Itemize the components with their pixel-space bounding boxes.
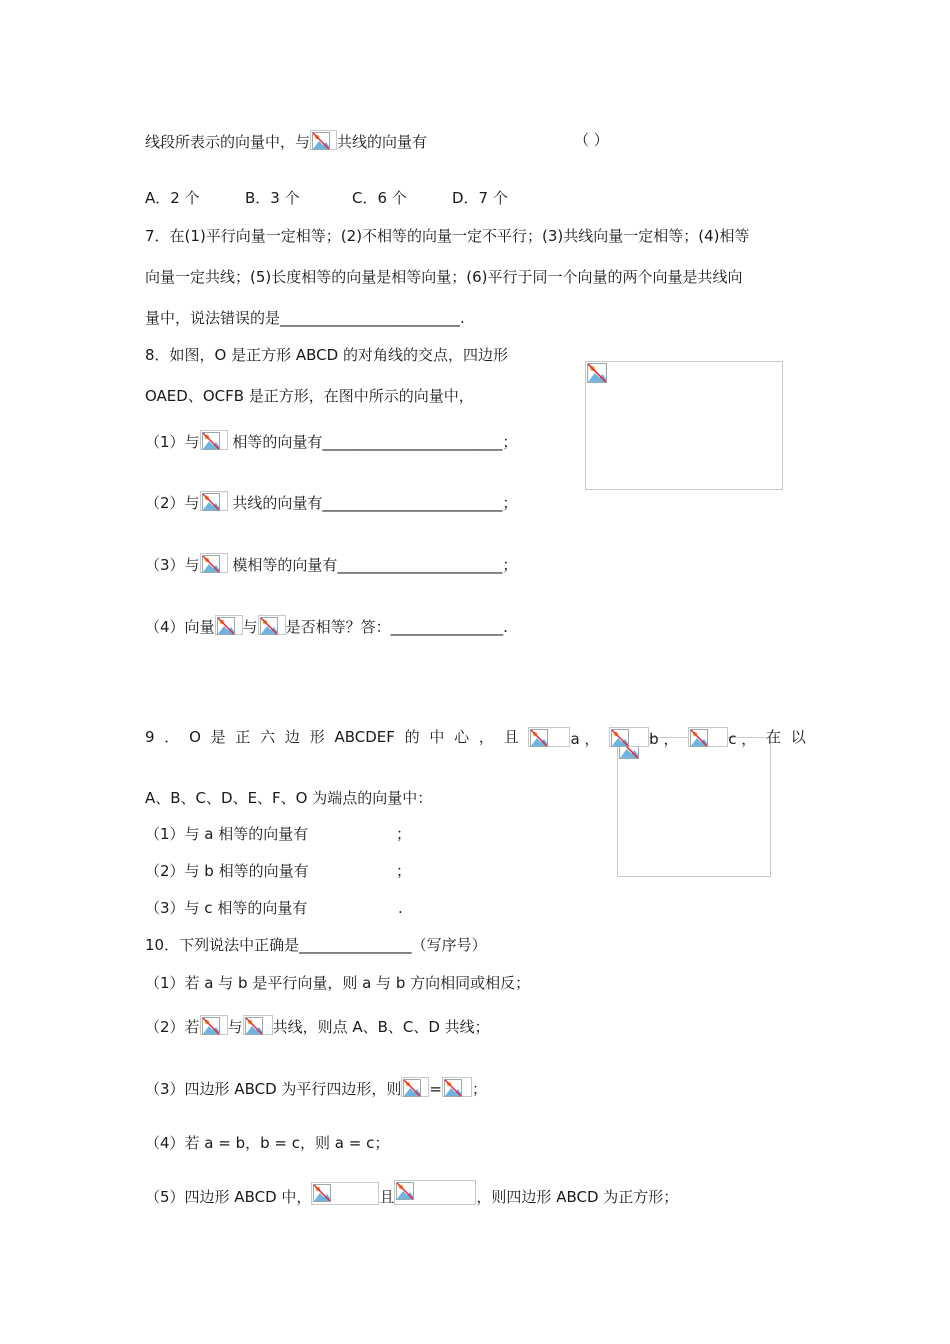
- q9-word: 是: [210, 728, 226, 746]
- vector-image: [394, 1180, 476, 1205]
- q9-item-3-end: .: [398, 899, 403, 917]
- q8-item-3-pre: （3）与: [145, 556, 200, 574]
- q9-figure-image: [617, 737, 771, 877]
- q9-vector-b: [609, 727, 678, 749]
- q6-option-d: D．7 个: [452, 189, 508, 207]
- q9-item-2: （2）与 b 相等的向量有: [145, 862, 309, 880]
- q7-line-3: 量中，说法错误的是________________________.: [145, 309, 465, 327]
- q9-word: 且: [503, 728, 519, 746]
- q9-word: 的: [404, 728, 420, 746]
- vector-image: [311, 1182, 379, 1205]
- q6-answer-paren: （ ）: [574, 131, 609, 149]
- q9-line-1: [145, 727, 806, 749]
- vector-image: [528, 727, 570, 747]
- q10-s2-pre: （2）若: [145, 1018, 200, 1036]
- q8-item-1-pre: （1）与: [145, 433, 200, 451]
- q7-line-2: 向量一定共线；(5)长度相等的向量是相等向量；(6)平行于同一个向量的两个向量是共线向: [145, 268, 743, 286]
- vector-image: [258, 615, 286, 635]
- q9-word: ABCDEF: [334, 728, 395, 746]
- q9-word: O: [189, 728, 201, 746]
- q10-s3-post: ；: [471, 1080, 487, 1098]
- q10-s2-post: 共线，则点 A、B、C、D 共线；: [272, 1018, 490, 1036]
- q10-s5-pre: （5）四边形 ABCD 中，: [145, 1188, 312, 1206]
- vector-image: [442, 1077, 472, 1097]
- vector-image: [243, 1015, 273, 1035]
- q8-item-2-pre: （2）与: [145, 494, 200, 512]
- q8-item-4: [145, 615, 508, 637]
- q10-s5-post: ，则四边形 ABCD 为正方形；: [476, 1188, 679, 1206]
- q9-word: 9: [145, 728, 155, 746]
- q8-item-1: [145, 430, 517, 452]
- q10-statement-4: （4）若 a = b，b = c，则 a = c；: [145, 1134, 390, 1152]
- q9-word: 心: [454, 728, 470, 746]
- q10-statement-2: [145, 1015, 490, 1037]
- q9-word: 六: [260, 728, 276, 746]
- q7-line-1: 7．在(1)平行向量一定相等；(2)不相等的向量一定不平行；(3)共线向量一定相等；(4)相等: [145, 227, 750, 245]
- vector-image: [310, 130, 337, 150]
- q10-s2-mid: 与: [227, 1018, 243, 1036]
- q10-statement-3: [145, 1077, 487, 1099]
- q9-line-2: A、B、C、D、E、F、O 为端点的向量中：: [145, 789, 433, 807]
- q10-statement-5: [145, 1180, 678, 1207]
- q10-title: 10．下列说法中正确是_______________（写序号）: [145, 936, 487, 954]
- q9-word: ．: [164, 728, 180, 746]
- q8-item-2-post: 共线的向量有________________________；: [227, 494, 518, 512]
- q8-item-4-pre: （4）向量: [145, 618, 215, 636]
- vector-image: [401, 1077, 429, 1097]
- q8-line-1: 8．如图，O 是正方形 ABCD 的对角线的交点，四边形: [145, 346, 508, 364]
- q10-s3-mid: =: [429, 1080, 442, 1098]
- q9-b-label: b ，: [649, 730, 679, 748]
- vector-image: [200, 491, 228, 511]
- q8-figure-image: [585, 361, 783, 490]
- q9-a-label: a ，: [570, 730, 600, 748]
- q9-word: 以: [790, 728, 806, 746]
- q8-item-3-post: 模相等的向量有______________________；: [227, 556, 518, 574]
- q6-prefix: 线段所表示的向量中，与: [145, 133, 311, 151]
- q10-statement-1: （1）若 a 与 b 是平行向量，则 a 与 b 方向相同或相反；: [145, 974, 531, 992]
- q6-option-b: B．3 个: [245, 189, 300, 207]
- q9-word: ，: [478, 728, 494, 746]
- q6-stem-line: [145, 130, 427, 152]
- vector-image: [200, 1015, 228, 1035]
- q9-c-label: c ，: [728, 730, 757, 748]
- q8-line-2: OAED、OCFB 是正方形，在图中所示的向量中，: [145, 387, 474, 405]
- q9-word: 形: [309, 728, 325, 746]
- q9-item-3: （3）与 c 相等的向量有: [145, 899, 308, 917]
- q9-item-2-end: ；: [396, 862, 412, 880]
- q8-item-1-post: 相等的向量有________________________；: [227, 433, 518, 451]
- vector-image: [215, 615, 243, 635]
- q9-item-1-end: ；: [396, 825, 412, 843]
- vector-image: [688, 727, 728, 747]
- q10-s3-pre: （3）四边形 ABCD 为平行四边形，则: [145, 1080, 402, 1098]
- q9-vector-c: [688, 727, 756, 749]
- q9-word: 正: [235, 728, 251, 746]
- vector-image: [200, 553, 228, 573]
- q8-item-3: [145, 553, 517, 575]
- q8-item-4-mid: 与: [242, 618, 258, 636]
- q8-item-4-post: 是否相等？答：_______________.: [285, 618, 508, 636]
- q6-option-a: A．2 个: [145, 189, 200, 207]
- q10-s5-mid: 且: [379, 1188, 395, 1206]
- q9-word: 边: [284, 728, 300, 746]
- q9-word: 中: [429, 728, 445, 746]
- q9-vector-a: [528, 727, 599, 749]
- vector-image: [609, 727, 649, 747]
- q9-item-1: （1）与 a 相等的向量有: [145, 825, 309, 843]
- q6-suffix: 共线的向量有: [337, 133, 428, 151]
- vector-image: [200, 430, 228, 450]
- q8-item-2: [145, 491, 517, 513]
- q6-option-c: C．6 个: [352, 189, 407, 207]
- q9-word: 在: [765, 728, 781, 746]
